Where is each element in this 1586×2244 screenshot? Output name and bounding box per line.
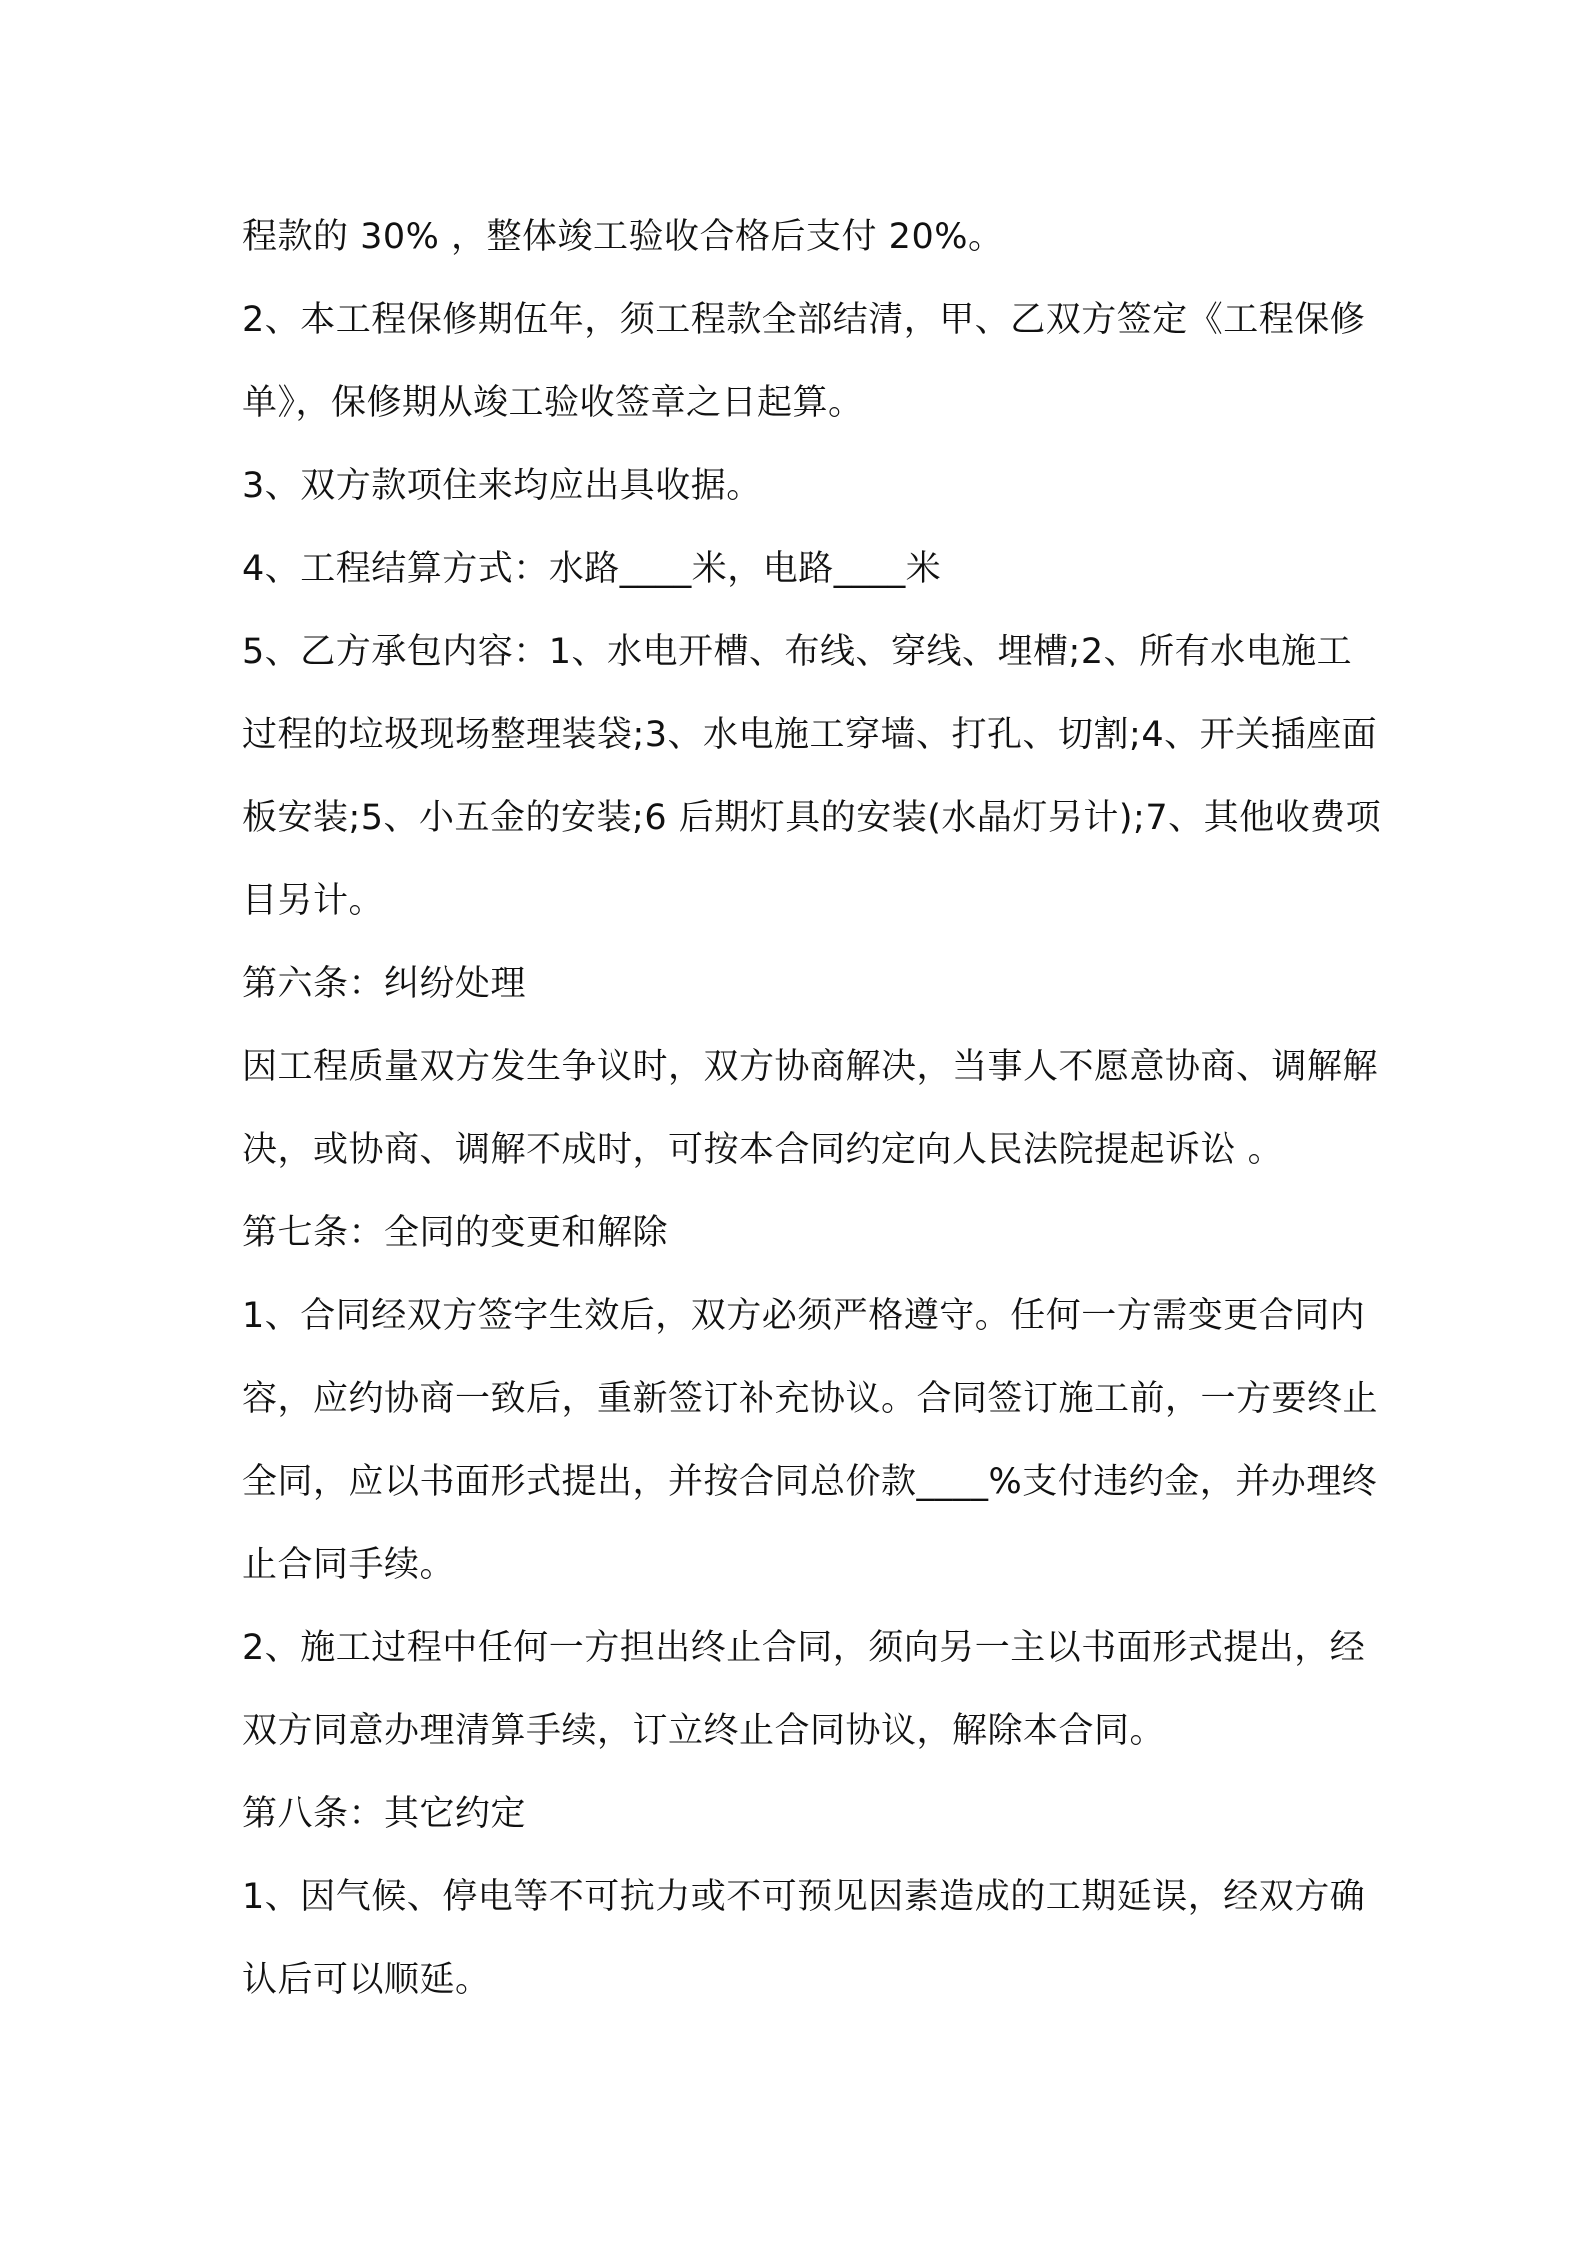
- paragraph-dispute: 因工程质量双方发生争议时，双方协商解决，当事人不愿意协商、调解解决，或协商、调解不成时，可按本合同约定向人民法院提起诉讼 。: [242, 1047, 1379, 1170]
- paragraph-modification: 1、合同经双方签字生效后，双方必须严格遵守。任何一方需变更合同内容，应约协商一致后，重新签订补充协议。合同签订施工前，一方要终止全同，应以书面形式提出，并按合同总价款____%支付违约金，并办理终止合同手续。: [242, 1296, 1379, 1585]
- paragraph-termination: 2、施工过程中任何一方担出终止合同，须向另一主以书面形式提出，经双方同意办理清算手续，订立终止合同协议，解除本合同。: [242, 1628, 1366, 1751]
- paragraph-warranty: 2、本工程保修期伍年，须工程款全部结清，甲、乙双方签定《工程保修单》，保修期从竣工验收签章之日起算。: [242, 300, 1366, 423]
- heading-article-6: 第六条：纠纷处理: [242, 964, 527, 1004]
- document-body: [242, 196, 1382, 2022]
- paragraph-force-majeure: 1、因气候、停电等不可抗力或不可预见因素造成的工期延误，经双方确认后可以顺延。: [242, 1877, 1366, 2000]
- heading-article-8: 第八条：其它约定: [242, 1794, 527, 1834]
- paragraph-receipts: 3、双方款项住来均应出具收据。: [242, 466, 762, 506]
- paragraph-payment-tail: 程款的 30% ，整体竣工验收合格后支付 20%。: [242, 217, 1004, 257]
- heading-article-7: 第七条：全同的变更和解除: [242, 1213, 669, 1253]
- paragraph-settlement-method: 4、工程结算方式：水路____米，电路____米: [242, 549, 942, 589]
- paragraph-contract-scope: 5、乙方承包内容：1、水电开槽、布线、穿线、埋槽;2、所有水电施工过程的垃圾现场整理装袋;3、水电施工穿墙、打孔、切割;4、开关插座面板安装;5、小五金的安装;6 后期灯具的安装(水晶灯另计);7、其他收费项目另计。: [242, 632, 1382, 921]
